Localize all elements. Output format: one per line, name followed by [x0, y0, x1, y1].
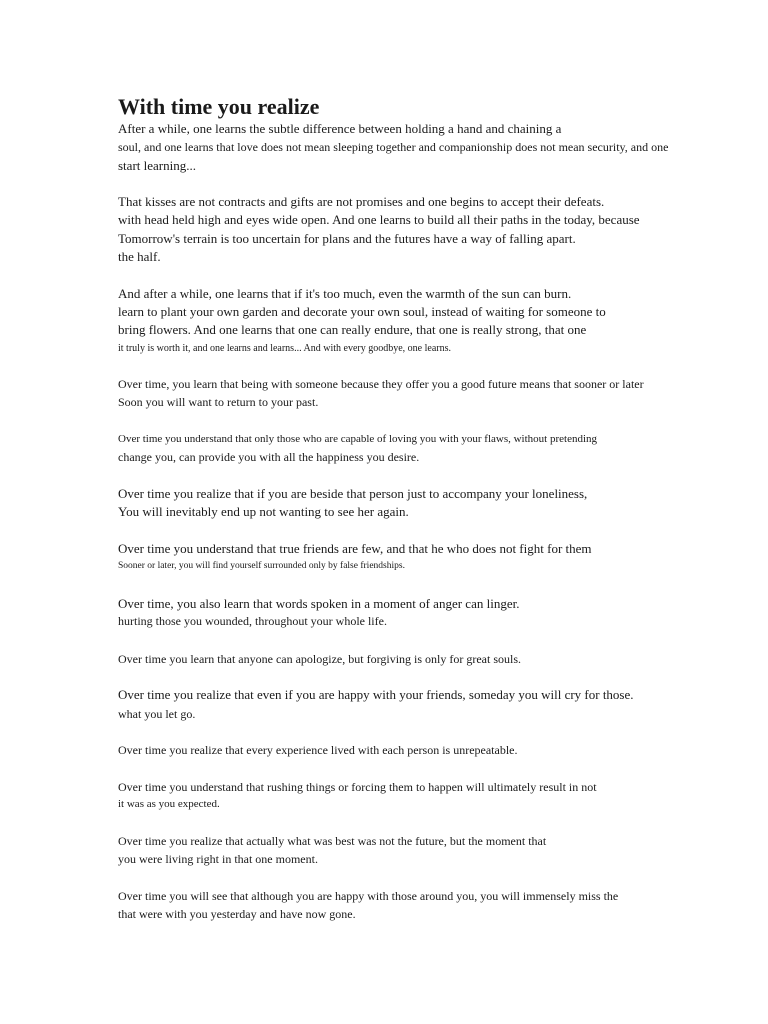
- paragraph-2-line-2: with head held high and eyes wide open. And one learns to build all their paths in the today, because: [118, 212, 640, 227]
- paragraph-10-line-1: Over time you realize that even if you are happy with your friends, someday you will cry for those.: [118, 687, 634, 702]
- paragraph-6-line-1: Over time you realize that if you are beside that person just to accompany your loneliness,: [118, 486, 588, 501]
- paragraph-6-line-2: You will inevitably end up not wanting to see her again.: [118, 504, 409, 519]
- paragraph-3-line-4: it truly is worth it, and one learns and learns... And with every goodbye, one learns.: [118, 343, 451, 354]
- paragraph-9-line-1: Over time you learn that anyone can apologize, but forgiving is only for great souls.: [118, 652, 522, 666]
- paragraph-3-line-1: And after a while, one learns that if it's too much, even the warmth of the sun can burn.: [118, 286, 572, 301]
- paragraph-2-line-3: Tomorrow's terrain is too uncertain for plans and the futures have a way of falling apart.: [118, 231, 576, 246]
- paragraph-5-line-2: change you, can provide you with all the happiness you desire.: [118, 450, 420, 464]
- paragraph-10-line-2: what you let go.: [118, 707, 196, 721]
- paragraph-2-line-4: the half.: [118, 249, 161, 264]
- paragraph-1-line-3: start learning...: [118, 158, 196, 173]
- paragraph-12-line-2: it was as you expected.: [118, 798, 220, 810]
- paragraph-13-line-2: you were living right in that one moment.: [118, 852, 318, 866]
- paragraph-7-line-1: Over time you understand that true friends are few, and that he who does not fight for them: [118, 541, 592, 556]
- paragraph-5-line-1: Over time you understand that only those who are capable of loving you with your flaws, without pretending: [118, 433, 598, 445]
- paragraph-1-line-2: soul, and one learns that love does not mean sleeping together and companionship does not mean security, and one: [118, 140, 669, 154]
- document-title: With time you realize: [118, 94, 320, 119]
- paragraph-7-line-2: Sooner or later, you will find yourself surrounded only by false friendships.: [118, 561, 405, 571]
- paragraph-8-line-2: hurting those you wounded, throughout your whole life.: [118, 614, 387, 628]
- paragraph-3-line-3: bring flowers. And one learns that one can really endure, that one is really strong, that one: [118, 322, 587, 337]
- paragraph-3-line-2: learn to plant your own garden and decorate your own soul, instead of waiting for someone to: [118, 304, 606, 319]
- paragraph-1-line-1: After a while, one learns the subtle difference between holding a hand and chaining a: [118, 121, 562, 136]
- paragraph-2-line-1: That kisses are not contracts and gifts are not promises and one begins to accept their defeats.: [118, 194, 605, 209]
- paragraph-11-line-1: Over time you realize that every experience lived with each person is unrepeatable.: [118, 743, 518, 757]
- paragraph-14-line-2: that were with you yesterday and have now gone.: [118, 907, 356, 921]
- paragraph-4-line-2: Soon you will want to return to your past.: [118, 395, 319, 409]
- paragraph-14-line-1: Over time you will see that although you are happy with those around you, you will immensely miss the: [118, 889, 619, 903]
- paragraph-4-line-1: Over time, you learn that being with someone because they offer you a good future means that sooner or later: [118, 377, 644, 391]
- paragraph-13-line-1: Over time you realize that actually what was best was not the future, but the moment that: [118, 834, 547, 848]
- paragraph-8-line-1: Over time, you also learn that words spoken in a moment of anger can linger.: [118, 596, 520, 611]
- paragraph-12-line-1: Over time you understand that rushing things or forcing them to happen will ultimately result in not: [118, 780, 597, 794]
